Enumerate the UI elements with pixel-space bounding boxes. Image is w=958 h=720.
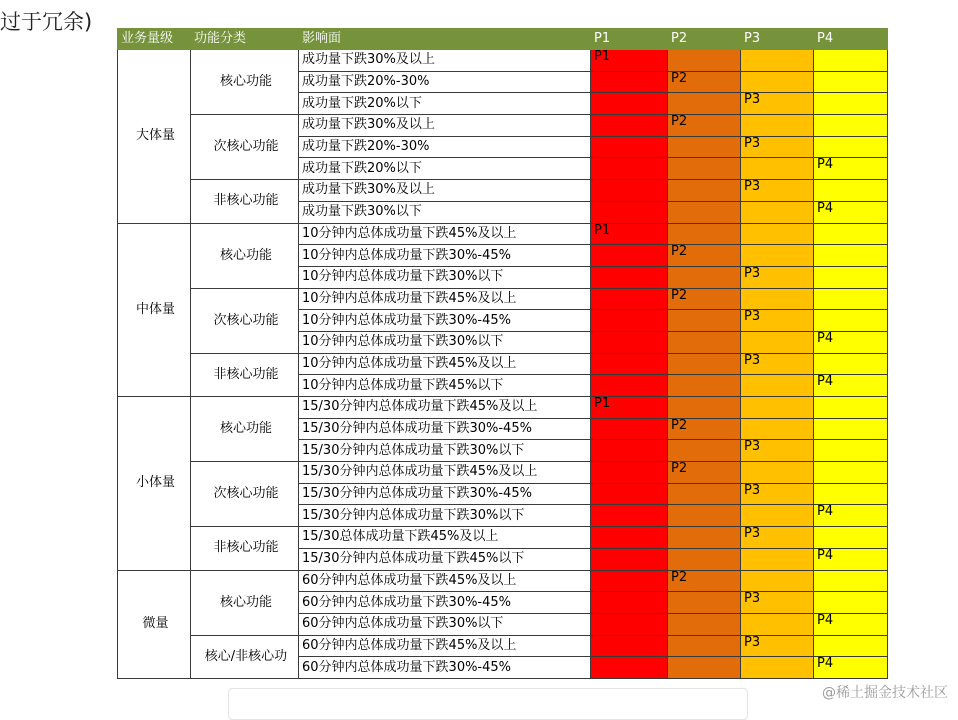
impact-cell: 10分钟内总体成功量下跌30%以下: [299, 331, 591, 353]
p4-cell: [814, 288, 888, 310]
category-cell: 非核心功能: [191, 180, 299, 223]
header-volume: 业务量级: [118, 29, 191, 50]
p1-cell: [591, 266, 668, 288]
impact-cell: 10分钟内总体成功量下跌45%以下: [299, 375, 591, 397]
table-row: [118, 397, 888, 419]
p4-cell: [814, 462, 888, 484]
p4-cell: P4: [814, 505, 888, 527]
p2-cell: P2: [668, 115, 741, 137]
category-cell: 次核心功能: [191, 288, 299, 353]
p3-cell: P3: [741, 353, 814, 375]
p4-cell: P4: [814, 331, 888, 353]
p3-cell: P3: [741, 592, 814, 614]
p2-cell: [668, 331, 741, 353]
p3-cell: P3: [741, 180, 814, 202]
p4-cell: P4: [814, 158, 888, 180]
impact-cell: 15/30总体成功量下跌45%及以上: [299, 527, 591, 549]
p1-cell: P1: [591, 50, 668, 72]
impact-cell: 60分钟内总体成功量下跌45%及以上: [299, 635, 591, 657]
p2-cell: [668, 527, 741, 549]
impact-cell: 15/30分钟内总体成功量下跌30%-45%: [299, 483, 591, 505]
p1-cell: [591, 375, 668, 397]
p3-cell: [741, 418, 814, 440]
p3-cell: [741, 397, 814, 419]
p1-cell: [591, 483, 668, 505]
p2-cell: [668, 223, 741, 245]
table-row: [118, 50, 888, 72]
p3-cell: [741, 223, 814, 245]
p3-cell: P3: [741, 440, 814, 462]
comment-box: [228, 688, 748, 720]
impact-cell: 10分钟内总体成功量下跌30%-45%: [299, 245, 591, 267]
p3-cell: [741, 288, 814, 310]
p1-cell: [591, 158, 668, 180]
table-row: [118, 180, 888, 202]
header-impact: 影响面: [299, 29, 591, 50]
p2-cell: P2: [668, 462, 741, 484]
p3-cell: [741, 613, 814, 635]
p4-cell: [814, 310, 888, 332]
p2-cell: [668, 440, 741, 462]
p3-cell: [741, 505, 814, 527]
p2-cell: [668, 505, 741, 527]
p4-cell: P4: [814, 201, 888, 223]
p4-cell: [814, 266, 888, 288]
p2-cell: [668, 635, 741, 657]
p2-cell: P2: [668, 71, 741, 93]
p3-cell: [741, 201, 814, 223]
p4-cell: [814, 353, 888, 375]
p2-cell: [668, 657, 741, 679]
impact-cell: 10分钟内总体成功量下跌45%及以上: [299, 223, 591, 245]
p2-cell: [668, 180, 741, 202]
p4-cell: [814, 93, 888, 115]
p2-cell: [668, 483, 741, 505]
p4-cell: [814, 50, 888, 72]
p2-cell: [668, 592, 741, 614]
impact-cell: 60分钟内总体成功量下跌30%以下: [299, 613, 591, 635]
p3-cell: [741, 115, 814, 137]
p2-cell: [668, 375, 741, 397]
p2-cell: [668, 136, 741, 158]
p1-cell: [591, 462, 668, 484]
p1-cell: [591, 115, 668, 137]
p4-cell: [814, 115, 888, 137]
p3-cell: P3: [741, 136, 814, 158]
heading-fragment: 过于冗余): [0, 10, 93, 34]
p4-cell: [814, 136, 888, 158]
impact-cell: 15/30分钟内总体成功量下跌45%以下: [299, 548, 591, 570]
header-p3: P3: [741, 29, 814, 50]
p1-cell: P1: [591, 223, 668, 245]
table-row: [118, 570, 888, 592]
volume-cell: 中体量: [118, 223, 191, 397]
p4-cell: [814, 418, 888, 440]
p2-cell: [668, 353, 741, 375]
impact-cell: 15/30分钟内总体成功量下跌45%及以上: [299, 397, 591, 419]
p3-cell: P3: [741, 483, 814, 505]
impact-cell: 60分钟内总体成功量下跌30%-45%: [299, 592, 591, 614]
p1-cell: [591, 505, 668, 527]
table-row: [118, 635, 888, 657]
p1-cell: [591, 527, 668, 549]
impact-cell: 10分钟内总体成功量下跌45%及以上: [299, 288, 591, 310]
p1-cell: [591, 548, 668, 570]
p1-cell: [591, 136, 668, 158]
p3-cell: [741, 548, 814, 570]
p4-cell: [814, 570, 888, 592]
p2-cell: [668, 50, 741, 72]
p3-cell: [741, 570, 814, 592]
p4-cell: [814, 527, 888, 549]
p1-cell: [591, 201, 668, 223]
table-row: [118, 223, 888, 245]
volume-cell: 大体量: [118, 50, 191, 224]
p3-cell: P3: [741, 527, 814, 549]
impact-cell: 60分钟内总体成功量下跌45%及以上: [299, 570, 591, 592]
impact-cell: 成功量下跌20%-30%: [299, 136, 591, 158]
p1-cell: [591, 440, 668, 462]
impact-cell: 15/30分钟内总体成功量下跌30%以下: [299, 505, 591, 527]
p1-cell: P1: [591, 397, 668, 419]
p1-cell: [591, 635, 668, 657]
p1-cell: [591, 353, 668, 375]
impact-cell: 10分钟内总体成功量下跌30%-45%: [299, 310, 591, 332]
p1-cell: [591, 418, 668, 440]
p4-cell: [814, 223, 888, 245]
impact-cell: 60分钟内总体成功量下跌30%-45%: [299, 657, 591, 679]
impact-cell: 成功量下跌30%及以上: [299, 50, 591, 72]
p4-cell: [814, 180, 888, 202]
category-cell: 非核心功能: [191, 527, 299, 570]
p4-cell: [814, 245, 888, 267]
category-cell: 核心功能: [191, 397, 299, 462]
p3-cell: P3: [741, 310, 814, 332]
header-p2: P2: [668, 29, 741, 50]
table-row: [118, 115, 888, 137]
volume-cell: 微量: [118, 570, 191, 678]
impact-cell: 10分钟内总体成功量下跌45%及以上: [299, 353, 591, 375]
p1-cell: [591, 71, 668, 93]
p4-cell: [814, 635, 888, 657]
p2-cell: P2: [668, 570, 741, 592]
category-cell: 核心功能: [191, 570, 299, 635]
alert-level-table: [117, 28, 888, 679]
p2-cell: P2: [668, 288, 741, 310]
p3-cell: [741, 245, 814, 267]
p1-cell: [591, 657, 668, 679]
category-cell: 核心功能: [191, 223, 299, 288]
p2-cell: P2: [668, 245, 741, 267]
impact-cell: 成功量下跌20%以下: [299, 158, 591, 180]
p1-cell: [591, 331, 668, 353]
p4-cell: P4: [814, 613, 888, 635]
p2-cell: [668, 613, 741, 635]
p2-cell: P2: [668, 418, 741, 440]
p4-cell: [814, 397, 888, 419]
p2-cell: [668, 548, 741, 570]
p4-cell: [814, 440, 888, 462]
impact-cell: 成功量下跌30%及以上: [299, 115, 591, 137]
p2-cell: [668, 310, 741, 332]
category-cell: 核心功能: [191, 50, 299, 115]
impact-cell: 15/30分钟内总体成功量下跌45%及以上: [299, 462, 591, 484]
category-cell: 核心/非核心功: [191, 635, 299, 678]
table-row: [118, 353, 888, 375]
p3-cell: [741, 657, 814, 679]
impact-cell: 15/30分钟内总体成功量下跌30%以下: [299, 440, 591, 462]
volume-cell: 小体量: [118, 397, 191, 571]
p2-cell: [668, 93, 741, 115]
p2-cell: [668, 397, 741, 419]
p1-cell: [591, 592, 668, 614]
p1-cell: [591, 310, 668, 332]
impact-cell: 15/30分钟内总体成功量下跌30%-45%: [299, 418, 591, 440]
p4-cell: [814, 592, 888, 614]
p3-cell: [741, 71, 814, 93]
table-header-row: [118, 29, 888, 50]
p1-cell: [591, 288, 668, 310]
impact-cell: 10分钟内总体成功量下跌30%以下: [299, 266, 591, 288]
impact-cell: 成功量下跌30%及以上: [299, 180, 591, 202]
category-cell: 非核心功能: [191, 353, 299, 396]
p4-cell: P4: [814, 657, 888, 679]
p4-cell: [814, 483, 888, 505]
p2-cell: [668, 201, 741, 223]
watermark: @稀土掘金技术社区: [822, 685, 948, 701]
header-p1: P1: [591, 29, 668, 50]
p3-cell: [741, 462, 814, 484]
category-cell: 次核心功能: [191, 115, 299, 180]
header-p4: P4: [814, 29, 888, 50]
impact-cell: 成功量下跌20%-30%: [299, 71, 591, 93]
p3-cell: [741, 50, 814, 72]
p2-cell: [668, 266, 741, 288]
p4-cell: P4: [814, 548, 888, 570]
p4-cell: P4: [814, 375, 888, 397]
p3-cell: [741, 158, 814, 180]
table-row: [118, 462, 888, 484]
table-row: [118, 527, 888, 549]
p3-cell: [741, 375, 814, 397]
p3-cell: P3: [741, 635, 814, 657]
p3-cell: P3: [741, 266, 814, 288]
p1-cell: [591, 613, 668, 635]
p3-cell: P3: [741, 93, 814, 115]
p4-cell: [814, 71, 888, 93]
p1-cell: [591, 245, 668, 267]
header-category: 功能分类: [191, 29, 299, 50]
p1-cell: [591, 93, 668, 115]
table-row: [118, 288, 888, 310]
category-cell: 次核心功能: [191, 462, 299, 527]
impact-cell: 成功量下跌20%以下: [299, 93, 591, 115]
p1-cell: [591, 180, 668, 202]
p1-cell: [591, 570, 668, 592]
impact-cell: 成功量下跌30%以下: [299, 201, 591, 223]
p2-cell: [668, 158, 741, 180]
p3-cell: [741, 331, 814, 353]
